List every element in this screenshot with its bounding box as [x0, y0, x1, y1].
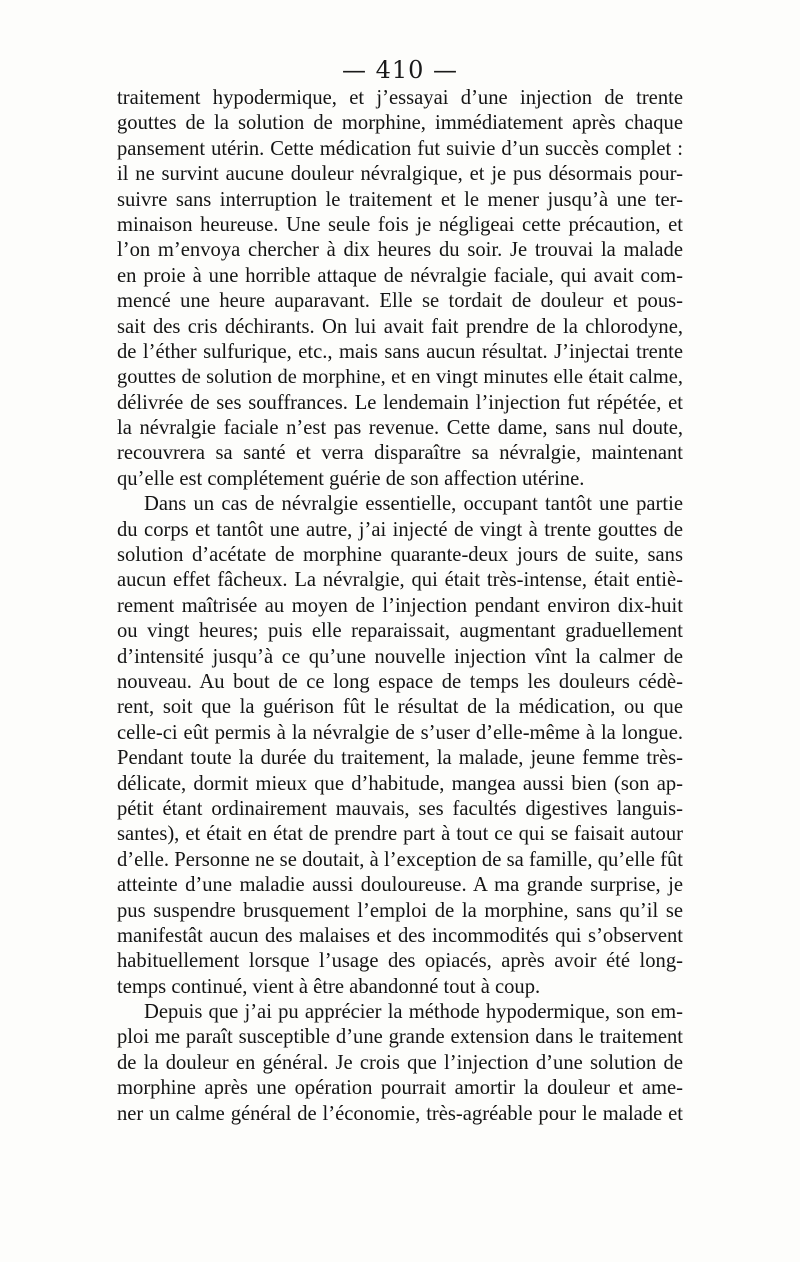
text-line: il ne survint aucune douleur névralgique, et je pus désormais pour-	[117, 163, 683, 186]
body-text	[117, 86, 683, 1127]
text-line: ner un calme général de l’économie, très-agréable pour le malade et	[117, 1102, 683, 1125]
text-line: gouttes de solution de morphine, et en vingt minutes elle était calme,	[117, 366, 683, 389]
text-line: gouttes de la solution de morphine, immédiatement après chaque	[117, 112, 683, 135]
text-line: sait des cris déchirants. On lui avait fait prendre de la chlorodyne,	[117, 315, 683, 338]
text-line: recouvrera sa santé et verra disparaître sa névralgie, maintenant	[117, 442, 683, 465]
text-line: atteinte d’une maladie aussi douloureuse. A ma grande surprise, je	[117, 874, 683, 897]
text-line: santes), et était en état de prendre part à tout ce qui se faisait autour	[117, 823, 683, 846]
text-line: solution d’acétate de morphine quarante-deux jours de suite, sans	[117, 544, 683, 567]
text-line: pétit étant ordinairement mauvais, ses facultés digestives languis-	[117, 797, 683, 820]
text-line: traitement hypodermique, et j’essayai d’une injection de trente	[117, 87, 683, 109]
text-line: pus suspendre brusquement l’emploi de la morphine, sans qu’il se	[117, 899, 683, 922]
text-line: Pendant toute la durée du traitement, la malade, jeune femme très-	[117, 747, 683, 770]
text-line: ou vingt heures; puis elle reparaissait, augmentant graduellement	[117, 620, 683, 643]
text-line: habituellement lorsque l’usage des opiacés, après avoir été long-	[117, 950, 683, 973]
text-line: celle-ci eût permis à la névralgie de s’user d’elle-même à la longue.	[117, 721, 683, 744]
text-line: morphine après une opération pourrait amortir la douleur et ame-	[117, 1077, 683, 1100]
text-line: l’on m’envoya chercher à dix heures du soir. Je trouvai la malade	[117, 239, 683, 262]
text-line: aucun effet fâcheux. La névralgie, qui était très-intense, était entiè-	[117, 569, 683, 592]
text-line: d’elle. Personne ne se doutait, à l’exception de sa famille, qu’elle fût	[117, 848, 683, 871]
text-line: qu’elle est complétement guérie de son affection utérine.	[117, 467, 585, 490]
text-line: Dans un cas de névralgie essentielle, occupant tantôt une partie	[144, 493, 683, 516]
text-line: délivrée de ses souffrances. Le lendemain l’injection fut répétée, et	[117, 391, 683, 414]
text-line: la névralgie faciale n’est pas revenue. Cette dame, sans nul doute,	[117, 417, 683, 440]
text-line: en proie à une horrible attaque de névralgie faciale, qui avait com-	[117, 264, 683, 287]
text-line: temps continué, vient à être abandonné tout à coup.	[117, 975, 541, 998]
text-line: ploi me paraît susceptible d’une grande extension dans le traitement	[117, 1026, 683, 1049]
text-line: manifestât aucun des malaises et des incommodités qui s’observent	[117, 924, 683, 947]
page-number: — 410 —	[341, 56, 459, 84]
text-line: rement maîtrisée au moyen de l’injection pendant environ dix-huit	[117, 594, 683, 617]
text-line: rent, soit que la guérison fût le résultat de la médication, ou que	[117, 696, 683, 719]
text-line: de l’éther sulfurique, etc., mais sans aucun résultat. J’injectai trente	[117, 340, 683, 363]
text-line: nouveau. Au bout de ce long espace de temps les douleurs cédè-	[117, 670, 683, 693]
text-line: minaison heureuse. Une seule fois je négligeai cette précaution, et	[117, 213, 683, 236]
text-line: mencé une heure auparavant. Elle se tordait de douleur et pous-	[117, 290, 683, 313]
text-line: de la douleur en général. Je crois que l’injection d’une solution de	[117, 1051, 683, 1074]
text-line: délicate, dormit mieux que d’habitude, mangea aussi bien (son ap-	[117, 772, 683, 795]
text-line: suivre sans interruption le traitement et le mener jusqu’à une ter-	[117, 188, 683, 211]
text-line: Depuis que j’ai pu apprécier la méthode hypodermique, son em-	[144, 1001, 683, 1024]
text-line: du corps et tantôt une autre, j’ai injecté de vingt à trente gouttes de	[117, 518, 683, 541]
text-line: d’intensité jusqu’à ce qu’une nouvelle injection vînt la calmer de	[117, 645, 683, 668]
text-line: pansement utérin. Cette médication fut suivie d’un succès complet :	[117, 137, 683, 160]
